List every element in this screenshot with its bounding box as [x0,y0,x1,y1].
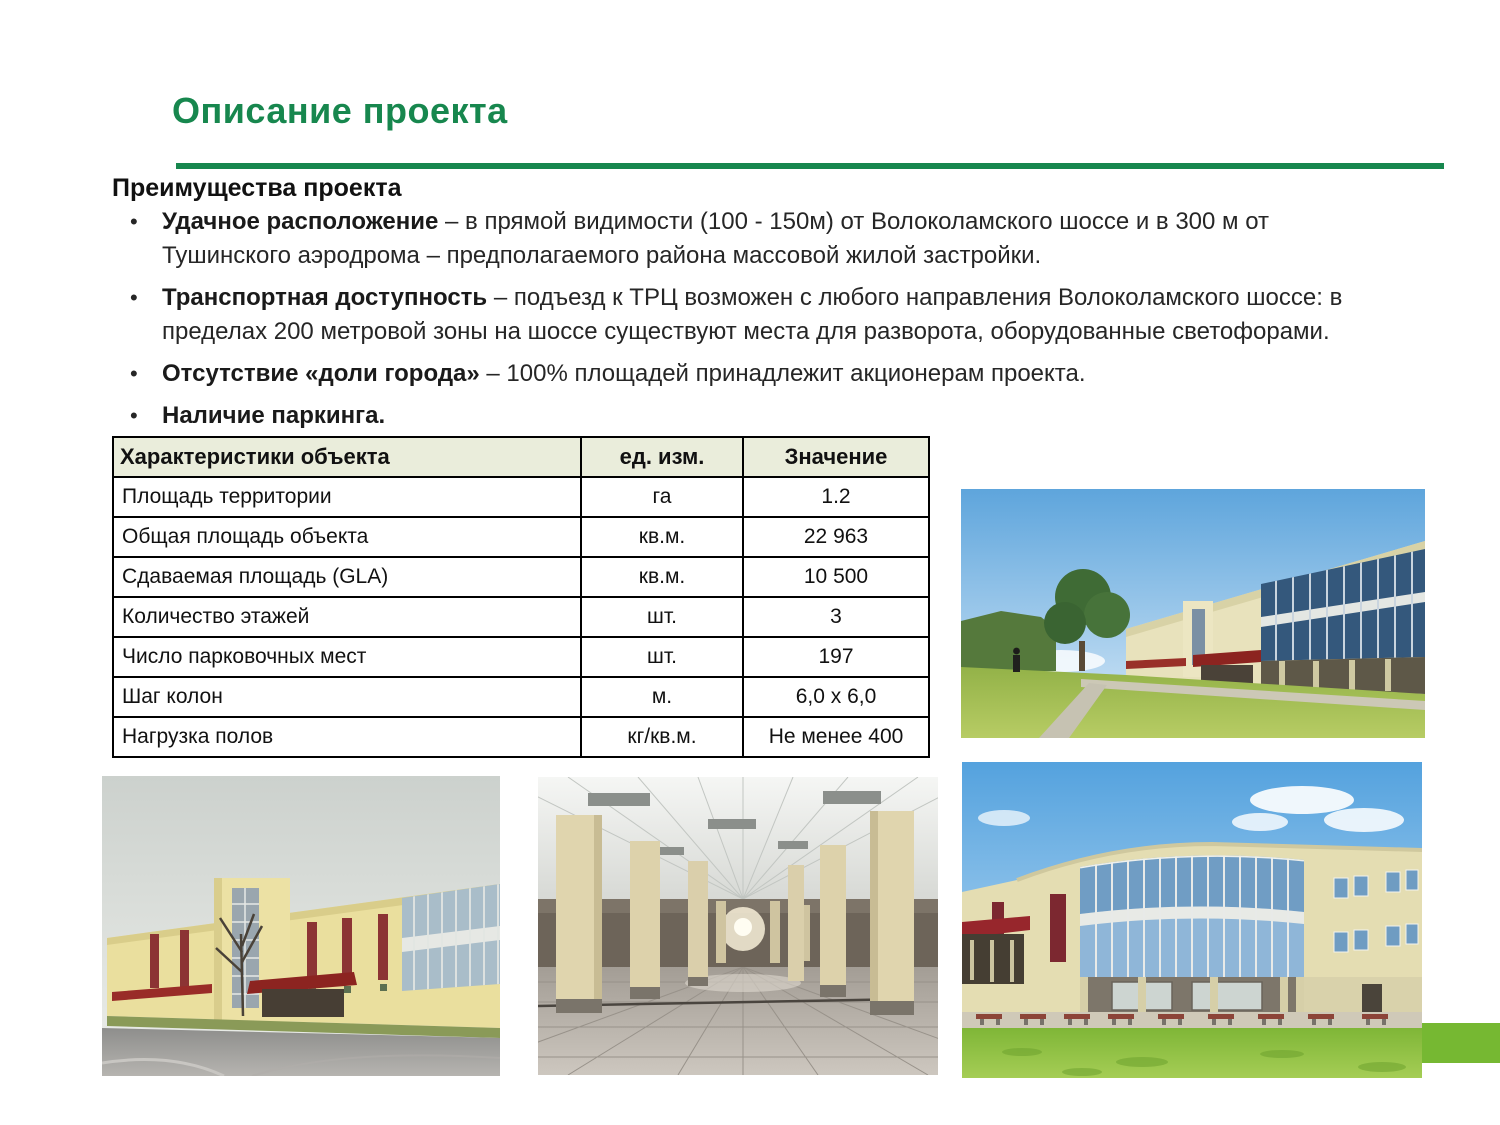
page-title: Описание проекта [172,90,508,131]
table-header-row [113,437,929,477]
table-row [113,477,929,517]
bullet-text [162,281,1352,349]
photo-interior-retail-floor [538,777,938,1075]
table-cell-value: 1.2 [743,477,929,517]
table-cell-label: Общая площадь объекта [113,517,581,557]
table-cell-unit: шт. [581,597,743,637]
table-cell-label: Шаг колон [113,677,581,717]
table-cell-label: Площадь территории [113,477,581,517]
title-divider-line [176,163,1444,169]
bullet-item [130,281,1390,349]
photo-building-exterior-road [102,776,500,1076]
table-cell-value: Не менее 400 [743,717,929,757]
table-row [113,517,929,557]
photo-building-exterior-front [962,762,1422,1078]
bullet-rest: – подъезд к ТРЦ возможен с любого направления Волоколамского шоссе: в пределах 200 метровой зоны на шоссе существуют места для разворота, оборудованные светофорами. [162,284,1343,345]
bullet-item [130,357,1390,391]
table-cell-label: Сдаваемая площадь (GLA) [113,557,581,597]
bullet-marker: • [130,285,138,310]
table-row [113,637,929,677]
bullet-lead: Транспортная доступность [162,284,488,311]
table-cell-value: 3 [743,597,929,637]
bullet-text [162,205,1352,273]
table-cell-label: Число парковочных мест [113,637,581,677]
bullet-lead: Наличие паркинга. [162,402,386,429]
characteristics-table [112,436,930,758]
table-cell-unit: кг/кв.м. [581,717,743,757]
bullet-item [130,399,1390,433]
table-header-characteristics: Характеристики объекта [113,437,581,477]
table-row [113,677,929,717]
table-cell-unit: кв.м. [581,517,743,557]
bullet-marker: • [130,361,138,386]
table-header-units: ед. изм. [581,437,743,477]
advantages-list [130,205,1390,441]
bullet-rest: – в прямой видимости (100 - 150м) от Волоколамского шоссе и в 300 м от Тушинского аэродрома – предполагаемого района массовой жилой застройки. [162,208,1270,269]
table-header-value: Значение [743,437,929,477]
table-cell-unit: кв.м. [581,557,743,597]
bullet-text [162,357,1352,391]
table-row [113,557,929,597]
bullet-marker: • [130,209,138,234]
bullet-lead: Удачное расположение [162,208,439,235]
table-cell-label: Количество этажей [113,597,581,637]
table-row [113,597,929,637]
advantages-heading: Преимущества проекта [112,174,402,202]
bullet-item [130,205,1390,273]
bullet-rest: – 100% площадей принадлежит акционерам проекта. [479,360,1086,387]
corner-accent-rectangle [1422,1023,1500,1063]
table-cell-label: Нагрузка полов [113,717,581,757]
bullet-text [162,399,1352,433]
photo-building-exterior-side [961,489,1425,738]
table-cell-unit: м. [581,677,743,717]
bullet-lead: Отсутствие «доли города» [162,360,480,387]
table-cell-unit: шт. [581,637,743,677]
table-cell-value: 22 963 [743,517,929,557]
table-cell-value: 197 [743,637,929,677]
table-cell-value: 6,0 x 6,0 [743,677,929,717]
bullet-marker: • [130,403,138,428]
table-cell-unit: га [581,477,743,517]
table-cell-value: 10 500 [743,557,929,597]
table-row [113,717,929,757]
